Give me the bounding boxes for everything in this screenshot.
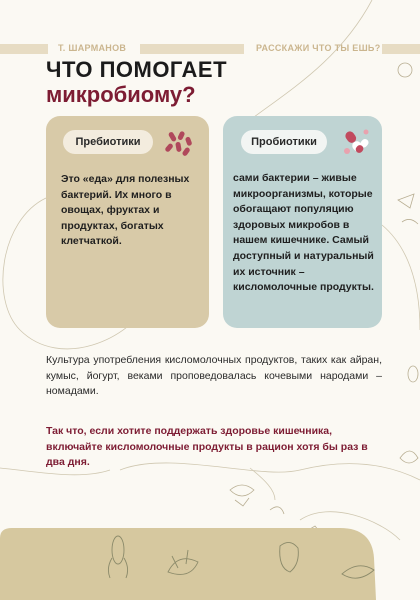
capsules-icon bbox=[341, 127, 371, 157]
bacteria-icon bbox=[164, 129, 194, 157]
probiotics-label: Пробиотики bbox=[241, 130, 327, 154]
title-line-1: ЧТО ПОМОГАЕТ bbox=[46, 57, 228, 82]
probiotics-card bbox=[223, 116, 382, 328]
series-label: РАССКАЖИ ЧТО ТЫ ЕШЬ? bbox=[256, 43, 381, 53]
header-bar bbox=[382, 44, 420, 54]
prebiotics-text: Это «еда» для полезных бактерий. Их много в овощах, фруктах и продуктах, богатых клетчаткой. bbox=[61, 173, 190, 248]
header-bar bbox=[140, 44, 244, 54]
page-title bbox=[46, 57, 227, 107]
title-line-2: микробиому? bbox=[46, 82, 196, 107]
body-paragraph: Культура употребления кисломолочных продуктов, таких как айран, кумыс, йогурт, веками проповедовалась кочевыми народами – номадами. bbox=[46, 354, 382, 397]
author-label: Т. ШАРМАНОВ bbox=[58, 43, 127, 53]
prebiotics-label: Пребиотики bbox=[63, 130, 153, 154]
footer-shape bbox=[0, 528, 420, 600]
probiotics-text: сами бактерии – живые микроорганизмы, которые обогащают популяцию здоровых микробов в нашем кишечнике. Самый доступный и натуральный их источник – кисломолочные продукты. bbox=[233, 172, 374, 294]
call-to-action: Так что, если хотите поддержать здоровье кишечника, включайте кисломолочные продукты в рацион хотя бы раз в два дня. bbox=[46, 425, 368, 468]
header-bar bbox=[0, 44, 48, 54]
prebiotics-card bbox=[46, 116, 209, 328]
page-header bbox=[0, 39, 420, 55]
